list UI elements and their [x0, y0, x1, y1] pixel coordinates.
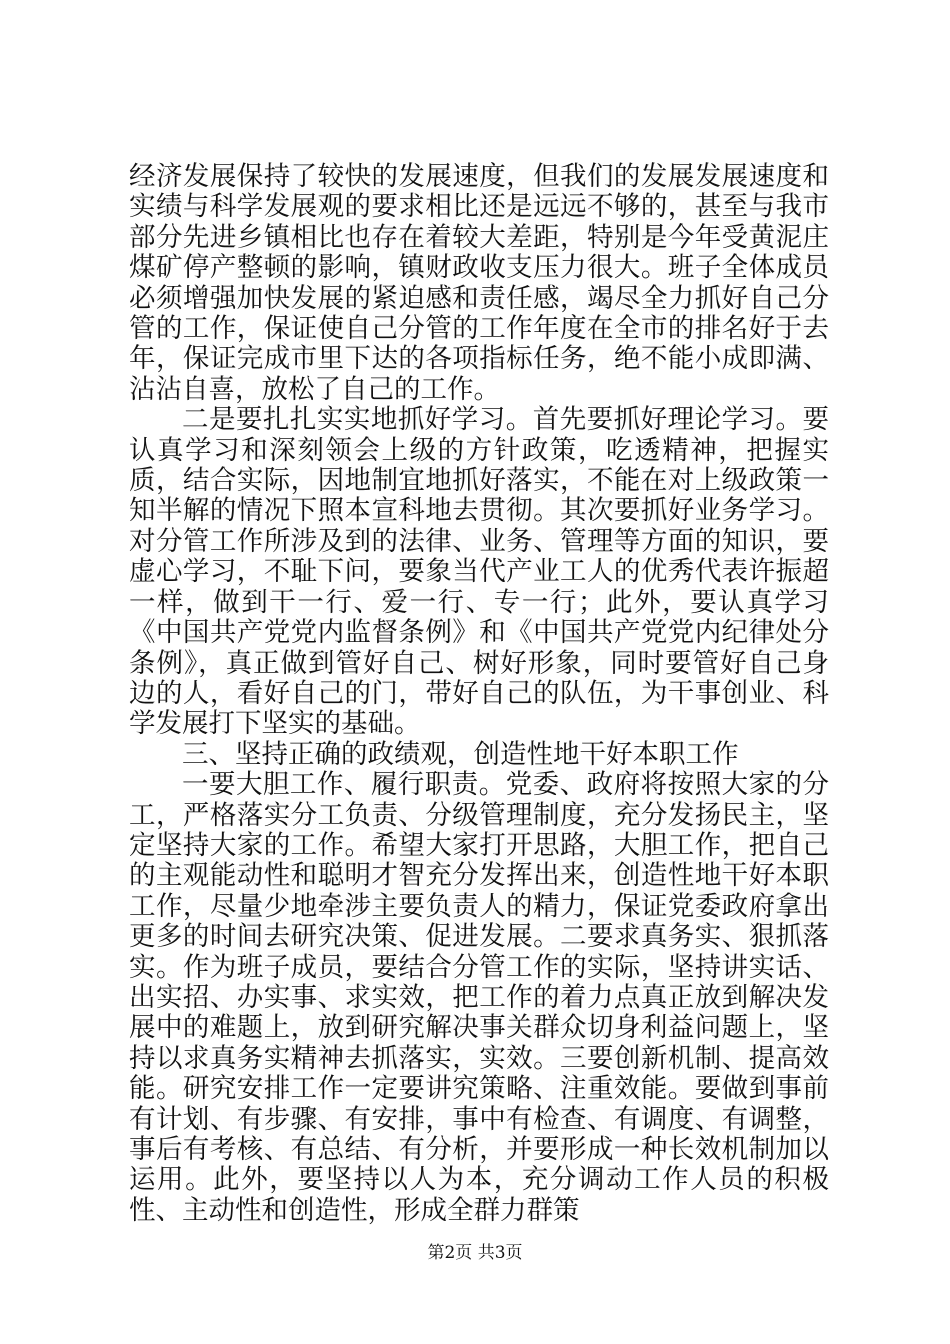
paragraph-bold-work: 一要大胆工作、履行职责。党委、政府将按照大家的分工，严格落实分工负责、分级管理制度，充分发扬民主，坚定坚持大家的工作。希望大家打开思路，大胆工作，把自己的主观能动性和聪明才智充分发挥出来，创造性地干好本职工作，尽量少地牵涉主要负责人的精力，保证党委政府拿出更多的时间去研究决策、促进发展。二要求真务实、狠抓落实。作为班子成员，要结合分管工作的实际，坚持讲实话、出实招、办实事、求实效，把工作的着力点真正放到解决发展中的难题上，放到研究解决事关群众切身利益问题上，坚持以求真务实精神去抓落实，实效。三要创新机制、提高效能。研究安排工作一定要讲究策略、注重效能。要做到事前有计划、有步骤、有安排，事中有检查、有调度、有调整，事后有考核、有总结、有分析，并要形成一种长效机制加以运用。此外，要坚持以人为本，充分调动工作人员的积极性、主动性和创造性，形成全群力群策	[129, 769, 829, 1226]
section-heading-correct-achievement-view: 三、坚持正确的政绩观，创造性地干好本职工作	[182, 738, 739, 770]
page-footer: 第2页 共3页	[427, 1243, 523, 1263]
document-body	[129, 162, 829, 1226]
paragraph-study: 二是要扎扎实实地抓好学习。首先要抓好理论学习。要认真学习和深刻领会上级的方针政策，吃透精神，把握实质，结合实际，因地制宜地抓好落实，不能在对上级政策一知半解的情况下照本宣科地去贯彻。其次要抓好业务学习。对分管工作所涉及到的法律、业务、管理等方面的知识，要虚心学习，不耻下问，要象当代产业工人的优秀代表许振超一样，做到干一行、爱一行、专一行；此外，要认真学习《中国共产党党内监督条例》和《中国共产党党内纪律处分条例》，真正做到管好自己、树好形象，同时要管好自己身边的人，看好自己的门，带好自己的队伍，为干事创业、科学发展打下坚实的基础。	[129, 404, 829, 740]
paragraph-economic-development: 经济发展保持了较快的发展速度，但我们的发展发展速度和实绩与科学发展观的要求相比还是远远不够的，甚至与我市部分先进乡镇相比也存在着较大差距，特别是今年受黄泥庄煤矿停产整顿的影响，镇财政收支压力很大。班子全体成员必须增强加快发展的紧迫感和责任感，竭尽全力抓好自己分管的工作，保证使自己分管的工作年度在全市的排名好于去年，保证完成市里下达的各项指标任务，绝不能小成即满、沾沾自喜，放松了自己的工作。	[129, 161, 829, 405]
